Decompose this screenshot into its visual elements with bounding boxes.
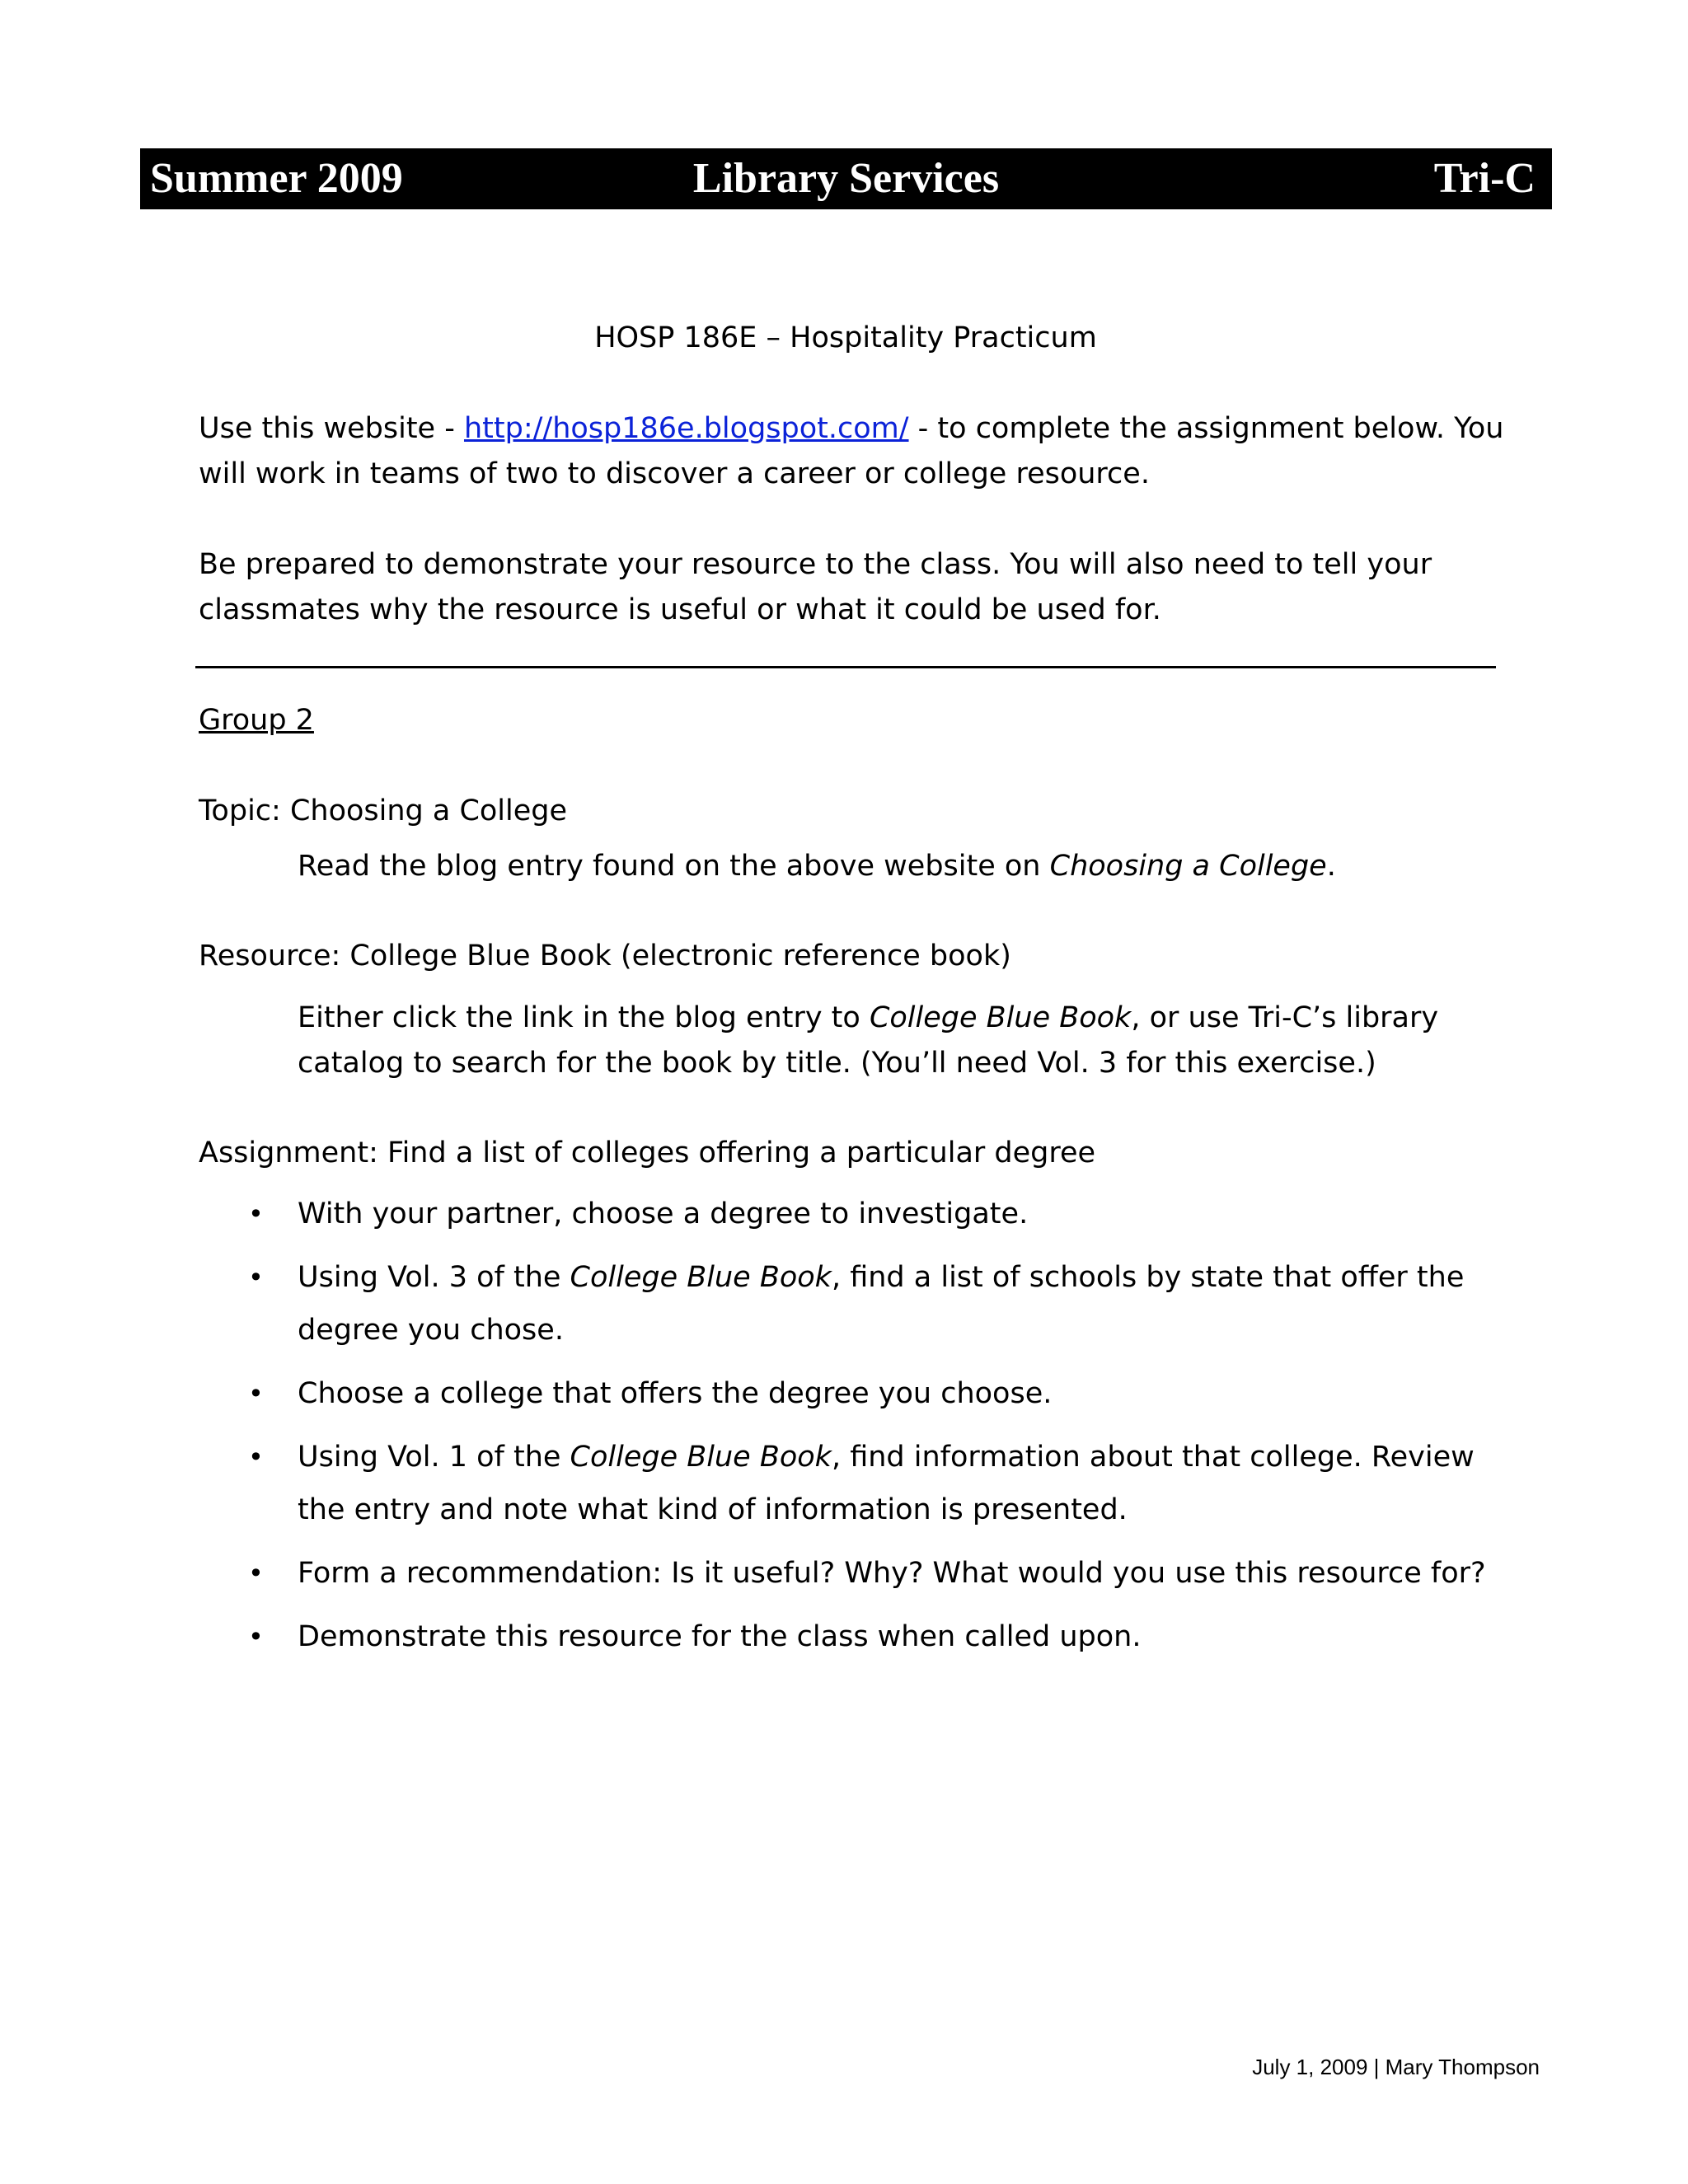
bullet-icon: • [248,1621,264,1652]
task-text-title: College Blue Book [570,1261,832,1294]
task-item [199,1547,1517,1600]
task-item [199,1610,1517,1663]
task-text-prefix: Using Vol. 1 of the [298,1441,570,1474]
topic-detail-prefix: Read the blog entry found on the above website on [298,850,1050,883]
bullet-icon: • [248,1378,264,1409]
course-title: HOSP 186E – Hospitality Practicum [594,321,1097,354]
resource-label: Resource: College Blue Book (electronic reference book) [199,940,1011,972]
assignment-task-list [199,1188,1517,1663]
task-item [199,1188,1517,1240]
intro-prefix: Use this website - [199,412,464,445]
task-item [199,1367,1517,1420]
topic-detail [199,844,1517,889]
header-institution: Tri-C [1433,155,1536,202]
prepare-paragraph: Be prepared to demonstrate your resource to the class. You will also need to tell your classmates why the resource is useful or what it could be used for. [199,548,1432,626]
bullet-icon: • [248,1558,264,1589]
bullet-icon: • [248,1198,264,1230]
task-text-prefix: Using Vol. 3 of the [298,1261,570,1294]
task-item [199,1431,1517,1536]
resource-detail-title: College Blue Book [869,1001,1132,1034]
task-text-suffix: , find a list of schools by state that offer the degree you chose. [298,1261,1465,1347]
assignment-label: Assignment: Find a list of colleges offering a particular degree [199,1137,1096,1169]
group-label: Group 2 [199,704,314,737]
task-item [199,1251,1517,1357]
blog-link[interactable]: http://hosp186e.blogspot.com/ [463,412,909,445]
task-text: With your partner, choose a degree to investigate. [298,1197,1029,1230]
intro-suffix: - to complete the assignment below. You will work in teams of two to discover a career or college resource. [199,412,1504,490]
task-text-suffix: , find information about that college. Review the entry and note what kind of information is presented. [298,1441,1475,1526]
horizontal-divider [195,666,1496,668]
resource-detail [199,996,1517,1086]
resource-detail-suffix: , or use Tri-C’s library catalog to search for the book by title. (You’ll need Vol. 3 for this exercise.) [298,1001,1439,1080]
header-term: Summer 2009 [150,155,403,202]
resource-detail-prefix: Either click the link in the blog entry to [298,1001,870,1034]
header-bar [140,148,1552,209]
bullet-icon: • [248,1441,264,1473]
topic-detail-suffix: . [1326,850,1336,883]
document-body [199,316,1517,1674]
intro-paragraph [199,406,1517,497]
topic-detail-title: Choosing a College [1049,850,1327,883]
header-department: Library Services [692,155,1000,202]
task-text: Form a recommendation: Is it useful? Why? What would you use this resource for? [298,1557,1486,1590]
task-text: Demonstrate this resource for the class when called upon. [298,1620,1142,1653]
topic-label: Topic: Choosing a College [199,794,568,827]
footer-date-author: July 1, 2009 | Mary Thompson [1252,2055,1540,2079]
bullet-icon: • [248,1262,264,1293]
task-text: Choose a college that offers the degree you choose. [298,1377,1053,1410]
task-text-title: College Blue Book [570,1441,832,1474]
